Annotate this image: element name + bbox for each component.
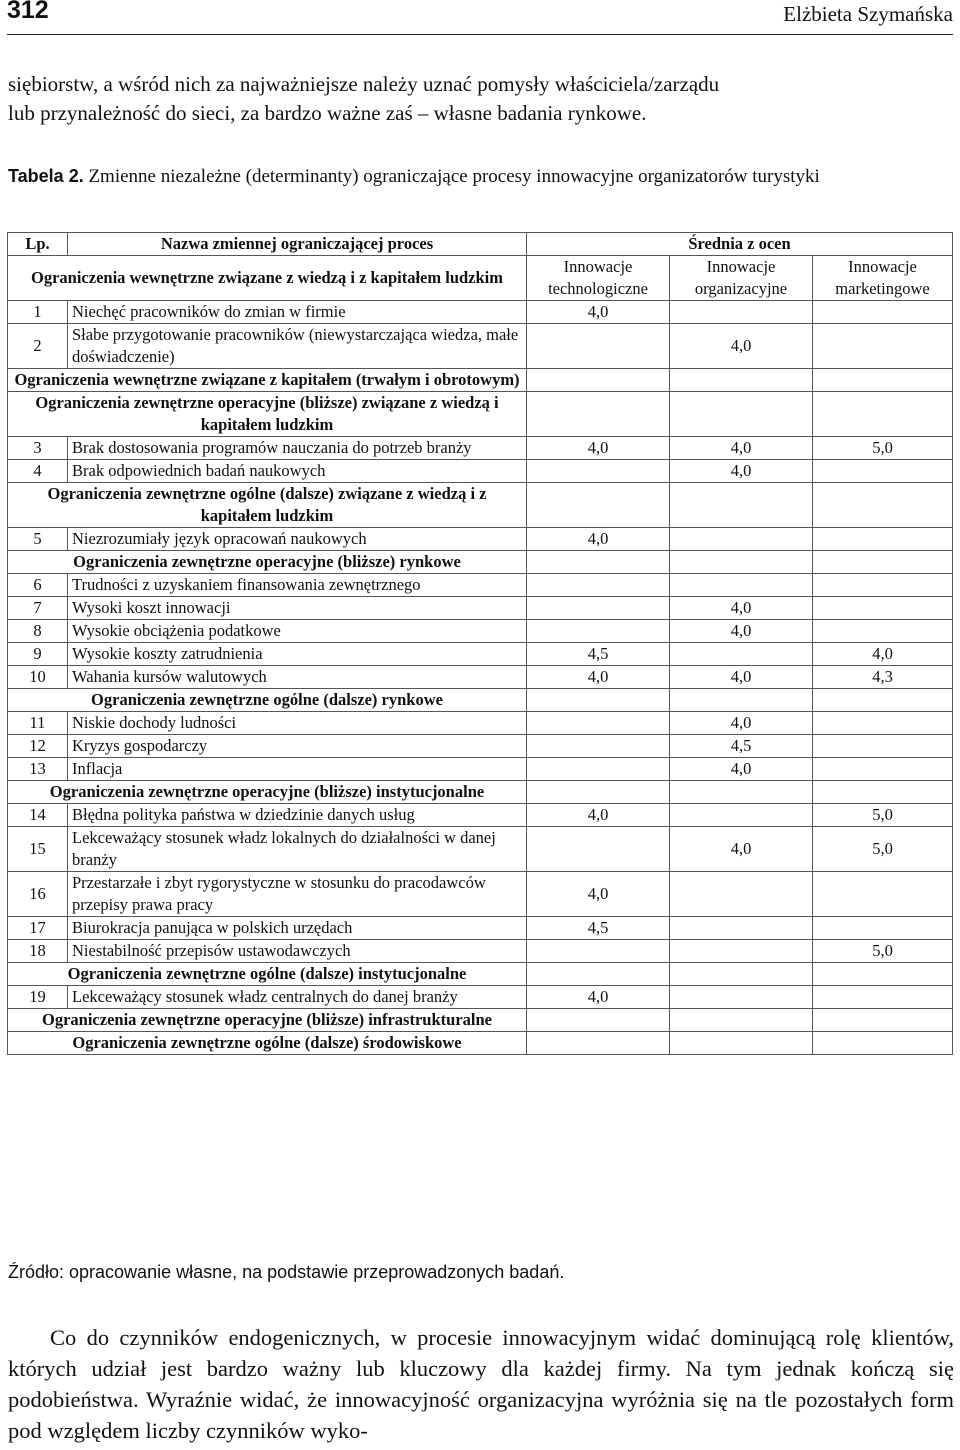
empty-cell [670, 369, 813, 392]
col-header-marketing: Innowacje marketingowe [813, 256, 953, 301]
table-row [8, 758, 953, 781]
determinants-table [7, 232, 953, 1055]
table-row [8, 574, 953, 597]
row-number: 18 [8, 940, 68, 963]
empty-cell [670, 1032, 813, 1055]
row-number: 15 [8, 827, 68, 872]
table-row [8, 940, 953, 963]
table-caption [8, 162, 954, 191]
value-marketing: 4,0 [813, 643, 953, 666]
closing-text: Co do czynników endogenicznych, w procesie innowacyjnym widać dominującą rolę klientów, których udział jest bardzo ważny lub kluczowy dla każdej firmy. Na tym jednak kończą się podobieństwa. Wyraźnie widać, że innowacyjność organizacyjna wyróżnia się na tle pozostałych form pod względem liczby czynników wyko- [8, 1325, 954, 1443]
value-technological: 4,0 [527, 804, 670, 827]
section-row [8, 369, 953, 392]
value-organizational: 4,0 [670, 620, 813, 643]
source-note: Źródło: opracowanie własne, na podstawie przeprowadzonych badań. [8, 1262, 565, 1282]
value-organizational: 4,0 [670, 460, 813, 483]
empty-cell [670, 483, 813, 528]
value-marketing [813, 528, 953, 551]
section-row [8, 1032, 953, 1055]
empty-cell [527, 369, 670, 392]
empty-cell [527, 551, 670, 574]
row-label: Inflacja [68, 758, 527, 781]
value-organizational: 4,0 [670, 666, 813, 689]
row-number: 4 [8, 460, 68, 483]
section-heading: Ograniczenia wewnętrzne związane z kapitałem (trwałym i obrotowym) [8, 369, 527, 392]
value-organizational [670, 917, 813, 940]
empty-cell [527, 392, 670, 437]
value-marketing: 5,0 [813, 804, 953, 827]
value-technological [527, 827, 670, 872]
value-technological [527, 460, 670, 483]
value-technological [527, 735, 670, 758]
value-marketing: 5,0 [813, 437, 953, 460]
row-label: Przestarzałe i zbyt rygorystyczne w stosunku do pracodawców przepisy prawa pracy [68, 872, 527, 917]
value-marketing [813, 620, 953, 643]
empty-cell [527, 483, 670, 528]
value-technological: 4,0 [527, 437, 670, 460]
value-technological [527, 324, 670, 369]
value-organizational [670, 940, 813, 963]
value-organizational [670, 986, 813, 1009]
value-marketing [813, 574, 953, 597]
empty-cell [670, 392, 813, 437]
table-row [8, 324, 953, 369]
value-technological: 4,0 [527, 528, 670, 551]
value-marketing [813, 872, 953, 917]
value-marketing: 5,0 [813, 827, 953, 872]
value-organizational: 4,0 [670, 437, 813, 460]
section-row [8, 689, 953, 712]
value-technological: 4,0 [527, 872, 670, 917]
value-marketing [813, 324, 953, 369]
empty-cell [670, 551, 813, 574]
section-heading: Ograniczenia zewnętrzne operacyjne (bliższe) rynkowe [8, 551, 527, 574]
head-average: Średnia z ocen [527, 233, 953, 256]
section-heading: Ograniczenia zewnętrzne operacyjne (bliższe) związane z wiedzą i kapitałem ludzkim [8, 392, 527, 437]
value-marketing: 4,3 [813, 666, 953, 689]
empty-cell [813, 689, 953, 712]
table-row [8, 437, 953, 460]
row-number: 6 [8, 574, 68, 597]
row-label: Błędna polityka państwa w dziedzinie danych usług [68, 804, 527, 827]
section-heading: Ograniczenia zewnętrzne ogólne (dalsze) rynkowe [8, 689, 527, 712]
table-row [8, 528, 953, 551]
section-row [8, 483, 953, 528]
empty-cell [527, 1032, 670, 1055]
table-row [8, 827, 953, 872]
row-number: 2 [8, 324, 68, 369]
row-number: 12 [8, 735, 68, 758]
empty-cell [813, 1009, 953, 1032]
empty-cell [527, 963, 670, 986]
section-heading: Ograniczenia zewnętrzne ogólne (dalsze) instytucjonalne [8, 963, 527, 986]
empty-cell [813, 551, 953, 574]
row-number: 17 [8, 917, 68, 940]
empty-cell [813, 781, 953, 804]
value-organizational: 4,0 [670, 712, 813, 735]
row-number: 13 [8, 758, 68, 781]
row-number: 3 [8, 437, 68, 460]
value-marketing [813, 301, 953, 324]
table-body [8, 233, 953, 1055]
row-number: 19 [8, 986, 68, 1009]
section-heading: Ograniczenia zewnętrzne operacyjne (bliższe) infrastrukturalne [8, 1009, 527, 1032]
col-header-technological: Innowacje technologiczne [527, 256, 670, 301]
row-number: 5 [8, 528, 68, 551]
running-head-author: Elżbieta Szymańska [783, 2, 953, 26]
value-technological [527, 620, 670, 643]
intro-line: lub przynależność do sieci, za bardzo ważne zaś – własne badania rynkowe. [8, 101, 647, 125]
table-row [8, 620, 953, 643]
intro-paragraph [8, 70, 954, 128]
closing-paragraph [8, 1322, 954, 1446]
value-organizational: 4,0 [670, 827, 813, 872]
value-organizational [670, 528, 813, 551]
section-heading: Ograniczenia zewnętrzne ogólne (dalsze) środowiskowe [8, 1032, 527, 1055]
row-label: Niezrozumiały język opracowań naukowych [68, 528, 527, 551]
value-organizational: 4,5 [670, 735, 813, 758]
group-heading: Ograniczenia wewnętrzne związane z wiedzą i z kapitałem ludzkim [8, 256, 527, 301]
row-label: Słabe przygotowanie pracowników (niewystarczająca wiedza, małe doświadczenie) [68, 324, 527, 369]
section-row [8, 1009, 953, 1032]
value-technological: 4,5 [527, 917, 670, 940]
value-technological [527, 758, 670, 781]
empty-cell [527, 781, 670, 804]
section-row [8, 781, 953, 804]
table-caption-text: Zmienne niezależne (determinanty) ograniczające procesy innowacyjne organizatorów turystyki [88, 166, 820, 187]
value-technological [527, 712, 670, 735]
section-heading: Ograniczenia zewnętrzne ogólne (dalsze) związane z wiedzą i z kapitałem ludzkim [8, 483, 527, 528]
table-row [8, 643, 953, 666]
value-marketing [813, 712, 953, 735]
row-number: 1 [8, 301, 68, 324]
row-label: Lekceważący stosunek władz lokalnych do działalności w danej branży [68, 827, 527, 872]
row-label: Niestabilność przepisów ustawodawczych [68, 940, 527, 963]
row-label: Biurokracja panująca w polskich urzędach [68, 917, 527, 940]
row-label: Trudności z uzyskaniem finansowania zewnętrznego [68, 574, 527, 597]
value-organizational [670, 643, 813, 666]
value-organizational [670, 574, 813, 597]
value-organizational [670, 872, 813, 917]
table-row [8, 917, 953, 940]
row-label: Brak dostosowania programów nauczania do potrzeb branży [68, 437, 527, 460]
table-head-row [8, 233, 953, 256]
value-organizational: 4,0 [670, 597, 813, 620]
table-row [8, 666, 953, 689]
value-marketing [813, 986, 953, 1009]
empty-cell [527, 689, 670, 712]
intro-line: siębiorstw, a wśród nich za najważniejsze należy uznać pomysły właściciela/zarządu [8, 72, 720, 96]
head-variable-name: Nazwa zmiennej ograniczającej proces [68, 233, 527, 256]
row-label: Wysokie koszty zatrudnienia [68, 643, 527, 666]
value-organizational [670, 804, 813, 827]
page-header [7, 0, 953, 35]
empty-cell [670, 689, 813, 712]
table-row [8, 804, 953, 827]
table-row [8, 597, 953, 620]
value-organizational: 4,0 [670, 758, 813, 781]
value-technological: 4,0 [527, 986, 670, 1009]
section-row [8, 963, 953, 986]
col-header-organizational: Innowacje organizacyjne [670, 256, 813, 301]
empty-cell [670, 1009, 813, 1032]
table-row [8, 735, 953, 758]
value-marketing [813, 460, 953, 483]
section-row [8, 551, 953, 574]
row-label: Wysokie obciążenia podatkowe [68, 620, 527, 643]
value-marketing: 5,0 [813, 940, 953, 963]
row-label: Wahania kursów walutowych [68, 666, 527, 689]
row-label: Lekceważący stosunek władz centralnych do danej branży [68, 986, 527, 1009]
value-technological: 4,5 [527, 643, 670, 666]
empty-cell [670, 963, 813, 986]
row-label: Brak odpowiednich badań naukowych [68, 460, 527, 483]
table-subhead-row [8, 256, 953, 301]
value-organizational [670, 301, 813, 324]
empty-cell [813, 369, 953, 392]
value-marketing [813, 917, 953, 940]
section-row [8, 392, 953, 437]
table-row [8, 986, 953, 1009]
row-label: Niskie dochody ludności [68, 712, 527, 735]
row-number: 10 [8, 666, 68, 689]
row-number: 16 [8, 872, 68, 917]
table-row [8, 301, 953, 324]
row-number: 14 [8, 804, 68, 827]
page-number: 312 [7, 0, 49, 24]
row-label: Wysoki koszt innowacji [68, 597, 527, 620]
row-label: Niechęć pracowników do zmian w firmie [68, 301, 527, 324]
empty-cell [527, 1009, 670, 1032]
table-row [8, 872, 953, 917]
empty-cell [813, 963, 953, 986]
value-marketing [813, 758, 953, 781]
row-label: Kryzys gospodarczy [68, 735, 527, 758]
empty-cell [813, 1032, 953, 1055]
value-technological [527, 597, 670, 620]
value-marketing [813, 597, 953, 620]
table-caption-label: Tabela 2. [8, 166, 84, 186]
table-row [8, 460, 953, 483]
table-row [8, 712, 953, 735]
empty-cell [813, 392, 953, 437]
empty-cell [813, 483, 953, 528]
row-number: 7 [8, 597, 68, 620]
value-marketing [813, 735, 953, 758]
value-technological: 4,0 [527, 301, 670, 324]
value-technological [527, 574, 670, 597]
row-number: 8 [8, 620, 68, 643]
row-number: 11 [8, 712, 68, 735]
row-number: 9 [8, 643, 68, 666]
empty-cell [670, 781, 813, 804]
section-heading: Ograniczenia zewnętrzne operacyjne (bliższe) instytucjonalne [8, 781, 527, 804]
head-lp: Lp. [8, 233, 68, 256]
value-organizational: 4,0 [670, 324, 813, 369]
value-technological: 4,0 [527, 666, 670, 689]
value-technological [527, 940, 670, 963]
